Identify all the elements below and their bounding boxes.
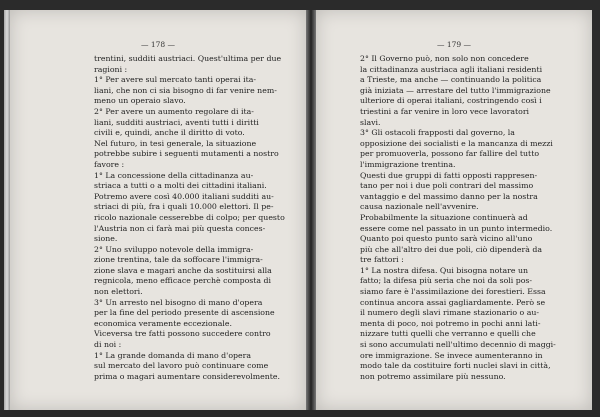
text-line: si sono accumulati nell'ultimo decennio di maggi- bbox=[360, 340, 556, 350]
text-line: striaci di più, fra i quali 10.000 elettori. Il pe- bbox=[94, 202, 274, 212]
page-number-179: — 179 — bbox=[436, 40, 472, 49]
text-line: Viceversa tre fatti possono succedere contro bbox=[94, 329, 271, 339]
text-line: continua ancora assai gagliardamente. Però se bbox=[360, 297, 546, 307]
text-line: 2° Il Governo può, non solo non concedere bbox=[360, 54, 529, 63]
text-line: triestini a far venire in loro vece lavoratori bbox=[360, 106, 530, 116]
text-line: vantaggio e del massimo danno per la nostra bbox=[360, 191, 538, 201]
text-line: tre fattori : bbox=[360, 255, 404, 265]
text-line: 1° Per avere sul mercato tanti operai ita- bbox=[94, 75, 257, 85]
text-line: 3° Un arresto nel bisogno di mano d'opera bbox=[94, 297, 263, 307]
text-line: ore immigrazione. Se invece aumenteranno in bbox=[360, 350, 543, 360]
text-line: a Trieste, ma anche — continuando la politica bbox=[360, 75, 542, 85]
text-line: 1° La concessione della cittadinanza au- bbox=[94, 170, 254, 180]
text-line: meno un operaio slavo. bbox=[94, 96, 186, 106]
text-line: economica veramente eccezionale. bbox=[94, 318, 232, 328]
text-line: Probabilmente la situazione continuerà ad bbox=[360, 212, 528, 222]
text-line: striaca a tutti o a molti dei cittadini italiani. bbox=[94, 181, 267, 191]
text-line: per la fine del periodo presente di ascensione bbox=[94, 308, 275, 318]
text-line: essere come nel passato in un punto intermedio. bbox=[360, 223, 553, 233]
text-line: nizzare tutti quelli che verranno e quelli che bbox=[360, 329, 536, 339]
text-line: fatto; la difesa più seria che noi da soli pos- bbox=[360, 276, 533, 286]
text-line: trentini, sudditi austriaci. Quest'ultima per due bbox=[94, 54, 282, 63]
text-line: il numero degli slavi rimane stazionario o au- bbox=[360, 308, 539, 318]
text-line: ragioni : bbox=[94, 64, 128, 74]
text-line: liani, sudditi austriaci, aventi tutti i diritti bbox=[94, 117, 259, 127]
text-line: civili e, quindi, anche il diritto di voto. bbox=[94, 128, 245, 138]
page-number-178: — 178 — bbox=[140, 40, 176, 49]
text-line: l'immigrazione trentina. bbox=[360, 159, 456, 169]
text-line: menta di poco, noi potremo in pochi anni lati- bbox=[360, 318, 541, 328]
right-page-text bbox=[360, 54, 565, 382]
text-line: 2° Uno sviluppo notevole della immigra- bbox=[94, 244, 254, 254]
text-line: potrebbe subire i seguenti mutamenti a nostro bbox=[94, 149, 279, 159]
text-line: sione. bbox=[94, 234, 118, 244]
text-line: Nel futuro, in tesi generale, la situazione bbox=[94, 138, 257, 148]
text-line: liani, che non ci sia bisogno di far venire nem- bbox=[94, 85, 277, 95]
text-line: non elettori. bbox=[94, 287, 143, 297]
text-line: ricolo nazionale cesserebbe di colpo; per questo bbox=[94, 212, 285, 222]
text-line: tano per noi i due poli contrari del massimo bbox=[360, 181, 534, 191]
text-line: ulteriore di operai italiani, costringendo così i bbox=[360, 96, 542, 106]
text-line: per promuoverla, possono far fallire del tutto bbox=[360, 149, 540, 159]
text-line: zione trentina, tale da soffocare l'immigra- bbox=[94, 255, 263, 265]
text-line: prima o magari aumentare considerevolmente. bbox=[94, 371, 280, 381]
text-line: 1° La nostra difesa. Qui bisogna notare un bbox=[360, 265, 529, 275]
text-line: 2° Per avere un aumento regolare di ita- bbox=[94, 106, 254, 116]
text-line: l'Austria non ci farà mai più questa conces- bbox=[94, 223, 266, 233]
text-line: causa nazionale nell'avvenire. bbox=[360, 202, 479, 212]
text-line: opposizione dei socialisti e la mancanza di mezzi bbox=[360, 138, 553, 148]
text-line: modo tale da costituire forti nuclei slavi in città, bbox=[360, 361, 551, 371]
text-line: sul mercato del lavoro può continuare come bbox=[94, 361, 269, 371]
left-page-text bbox=[94, 54, 294, 382]
text-line: di noi : bbox=[94, 340, 122, 350]
text-line: Questi due gruppi di fatti opposti rappresen- bbox=[360, 170, 538, 180]
right-page bbox=[316, 10, 592, 410]
text-line: slavi. bbox=[360, 117, 381, 127]
text-line: favore : bbox=[94, 159, 125, 169]
text-line: regnicola, meno efficace perchè composta di bbox=[94, 276, 272, 286]
text-line: già iniziata — arrestare del tutto l'immigrazione bbox=[360, 85, 551, 95]
text-line: non potremo assimilare più nessuno. bbox=[360, 371, 506, 381]
text-line: 1° La grande domanda di mano d'opera bbox=[94, 350, 251, 360]
text-line: siamo fare è l'assimilazione dei forestieri. Essa bbox=[360, 287, 546, 297]
book-gutter bbox=[306, 10, 316, 410]
text-line: 3° Gli ostacoli frapposti dal governo, la bbox=[360, 128, 515, 138]
text-line: zione slava e magari anche da sostituirsi alla bbox=[94, 265, 272, 275]
left-page bbox=[10, 10, 306, 410]
text-line: più che all'altro dei due poli, ciò dipenderà da bbox=[360, 244, 542, 254]
text-line: la cittadinanza austriaca agli italiani residenti bbox=[360, 64, 543, 74]
text-line: Potremo avere così 40.000 italiani sudditi au- bbox=[94, 191, 274, 201]
text-line: Quanto poi questo punto sarà vicino all'uno bbox=[360, 234, 533, 244]
